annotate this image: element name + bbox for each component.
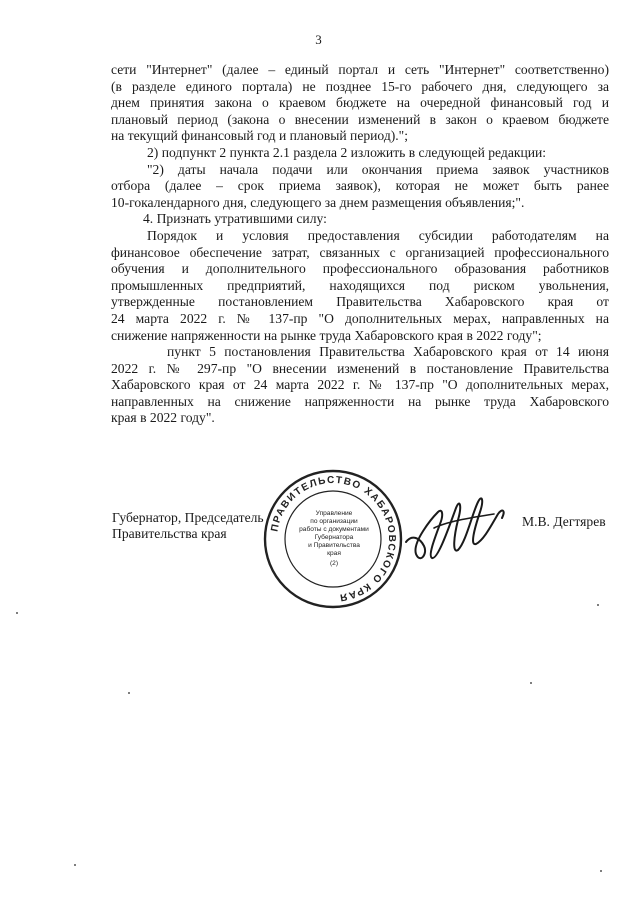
text-line: днем принятия закона о краевом бюджете на очередной финансовый год и <box>111 95 609 111</box>
stamp-line: края <box>327 550 341 557</box>
stamp-center-text <box>299 510 369 567</box>
signatory-name: М.В. Дегтярев <box>522 514 606 529</box>
signatory-position <box>112 510 264 542</box>
text-line: обучения и дополнительного профессионального образования работников <box>111 261 609 277</box>
text-line: утвержденные постановлением Правительства Хабаровского края от <box>111 294 609 310</box>
page-number: 3 <box>315 32 322 47</box>
body-text <box>111 62 609 427</box>
scan-speck <box>128 692 130 694</box>
text-line: плановый период (закона о внесении изменений в закон о краевом бюджете <box>111 111 609 127</box>
stamp-line: (2) <box>329 560 339 567</box>
scan-speck <box>600 870 602 872</box>
text-line: (в разделе единого портала) не позднее 15-го рабочего дня, следующего за <box>111 78 609 94</box>
signatory-position-line1: Губернатор, Председатель <box>112 510 264 525</box>
stamp-ring-text: ПРАВИТЕЛЬСТВО ХАБАРОВСКОГО КРАЯ <box>269 474 398 603</box>
stamp-line: по организации <box>310 518 358 525</box>
signatory-position-line2: Правительства края <box>112 526 227 541</box>
stamp-line: работы с документами <box>299 526 369 533</box>
text-line: 10-гокалендарного дня, следующего за днем размещения объявления;". <box>111 194 525 210</box>
official-stamp <box>262 468 404 610</box>
scan-speck <box>16 612 18 614</box>
text-line: 24 марта 2022 г. № 137-пр "О дополнительных мерах, направленных на <box>111 310 609 326</box>
text-line: 2022 г. № 297-пр "О внесении изменений в постановление Правительства <box>111 360 609 376</box>
text-line: финансовое обеспечение затрат, связанных с организацией профессионального <box>111 244 609 260</box>
text-line: сети "Интернет" (далее – единый портал и сеть "Интернет" соответственно) <box>111 62 609 77</box>
stamp-line: Губернатора <box>314 534 354 541</box>
text-line: 4. Признать утратившими силу: <box>143 211 327 227</box>
scan-speck <box>530 682 532 684</box>
text-line: снижение напряженности на рынке труда Хабаровского края в 2022 году"; <box>111 327 542 343</box>
handwritten-signature <box>398 484 514 576</box>
text-line: пункт 5 постановления Правительства Хабаровского края от 14 июня <box>167 344 609 360</box>
text-line: Порядок и условия предоставления субсидии работодателям на <box>147 227 609 243</box>
text-line: края в 2022 году". <box>111 410 215 426</box>
stamp-line: Управление <box>315 510 353 517</box>
text-line: "2) даты начала подачи или окончания приема заявок участников <box>147 161 609 177</box>
stamp-line: и Правительства <box>308 542 360 549</box>
text-line: отбора (далее – срок приема заявок), которая не может быть ранее <box>111 178 609 194</box>
scan-speck <box>597 604 599 606</box>
text-line: Хабаровского края от 24 марта 2022 г. № 137-пр "О дополнительных мерах, <box>111 377 609 393</box>
text-line: промышленных предприятий, находящихся под риском увольнения, <box>111 277 609 293</box>
scan-speck <box>74 864 76 866</box>
text-line: на текущий финансовый год и плановый период)."; <box>111 128 408 144</box>
text-line: направленных на снижение напряженности на рынке труда Хабаровского <box>111 393 609 409</box>
text-line: 2) подпункт 2 пункта 2.1 раздела 2 изложить в следующей редакции: <box>147 144 547 160</box>
